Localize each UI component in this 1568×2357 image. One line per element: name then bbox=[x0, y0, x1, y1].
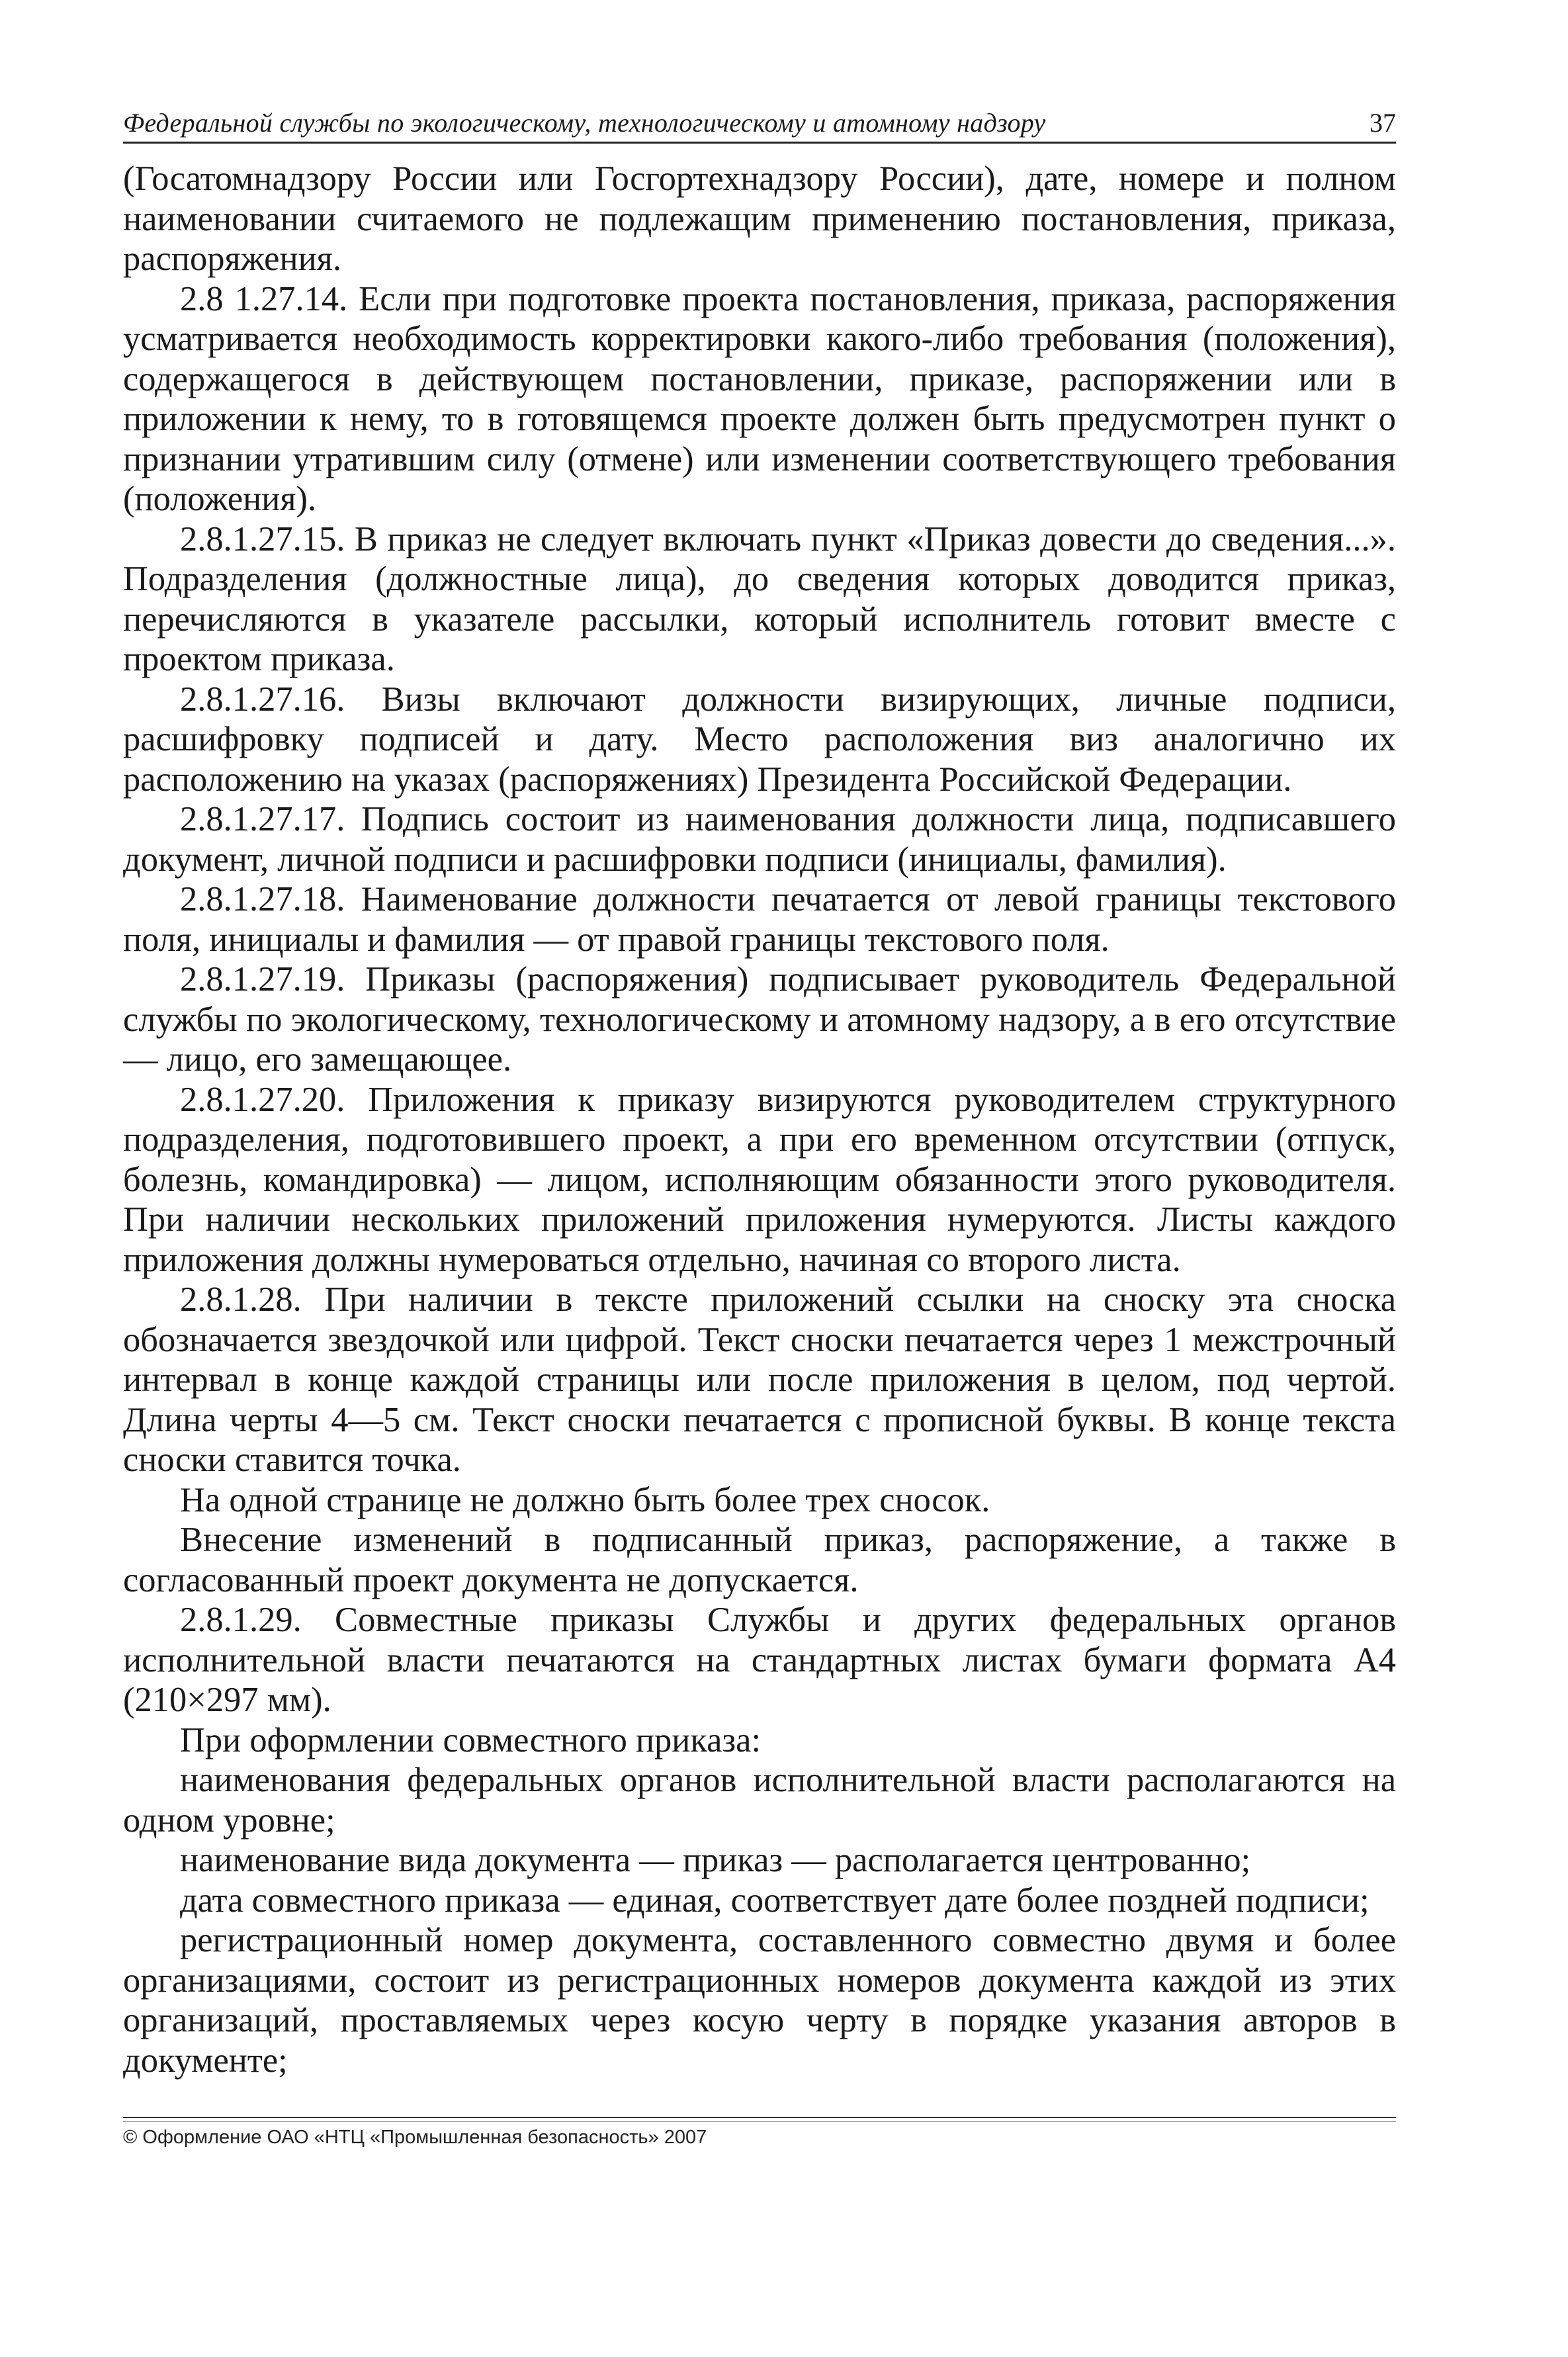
paragraph: (Госатомнадзору России или Госгортехнадзору России), дате, номере и полном наименовании считаемого не подлежащим применению постановления, приказа, распоряжения. bbox=[123, 159, 1396, 278]
paragraph: При оформлении совместного приказа: bbox=[180, 1720, 762, 1759]
body-text bbox=[123, 159, 1396, 2080]
page-number: 37 bbox=[1370, 108, 1396, 138]
paragraph: 2.8.1.27.15. В приказ не следует включать пункт «Приказ довести до сведения...». Подразделения (должностные лица), до сведения которых доводится приказ, перечисляются в указателе рассылки, который исполнитель готовит вместе с проектом приказа. bbox=[123, 519, 1396, 678]
paragraph: 2.8.1.29. Совместные приказы Службы и других федеральных органов исполнительной власти печатаются на стандартных листах бумаги формата А4 (210×297 мм). bbox=[123, 1601, 1396, 1719]
paragraph: 2.8.1.28. При наличии в тексте приложений ссылки на сноску эта сноска обозначается звездочкой или цифрой. Текст сноски печатается через 1 межстрочный интервал в конце каждой страницы или после приложения в целом, под чертой. Длина черты 4—5 см. Текст сноски печатается с прописной буквы. В конце текста сноски ставится точка. bbox=[123, 1280, 1396, 1479]
list-item: наименования федеральных органов исполнительной власти располагаются на одном уровне; bbox=[123, 1761, 1396, 1840]
paragraph: На одной странице не должно быть более трех сносок. bbox=[180, 1480, 990, 1519]
list-item: регистрационный номер документа, составленного совместно двумя и более организациями, состоит из регистрационных номеров документа каждой из этих организаций, проставляемых через косую черту в порядке указания авторов в документе; bbox=[123, 1921, 1396, 2080]
copyright-notice: © Оформление ОАО «НТЦ «Промышленная безопасность» 2007 bbox=[123, 2127, 707, 2148]
footer-divider-thin bbox=[123, 2121, 1396, 2122]
footer-divider bbox=[123, 2117, 1396, 2118]
paragraph: 2.8.1.27.18. Наименование должности печатается от левой границы текстового поля, инициалы и фамилия — от правой границы текстового поля. bbox=[123, 880, 1396, 959]
paragraph: Внесение изменений в подписанный приказ, распоряжение, а также в согласованный проект документа не допускается. bbox=[123, 1521, 1396, 1599]
paragraph: 2.8.1.27.19. Приказы (распоряжения) подписывает руководитель Федеральной службы по экологическому, технологическому и атомному надзору, а в его отсутствие — лицо, его замещающее. bbox=[123, 960, 1396, 1079]
running-header bbox=[123, 105, 1396, 144]
list-item: наименование вида документа — приказ — располагается центрованно; bbox=[180, 1841, 1251, 1879]
paragraph: 2.8.1.27.20. Приложения к приказу визируются руководителем структурного подразделения, подготовившего проект, а при его временном отсутствии (отпуск, болезнь, командировка) — лицом, исполняющим обязанности этого руководителя. При наличии нескольких приложений приложения нумеруются. Листы каждого приложения должны нумероваться отдельно, начиная со второго листа. bbox=[123, 1080, 1396, 1279]
paragraph: 2.8.1.27.17. Подпись состоит из наименования должности лица, подписавшего документ, личной подписи и расшифровки подписи (инициалы, фамилия). bbox=[123, 800, 1396, 879]
paragraph: 2.8.1.27.16. Визы включают должности визирующих, личные подписи, расшифровку подписей и дату. Место расположения виз аналогично их расположению на указах (распоряжениях) Президента Российской Федерации. bbox=[123, 680, 1396, 799]
list-item: дата совместного приказа — единая, соответствует дате более поздней подписи; bbox=[180, 1881, 1370, 1920]
paragraph: 2.8 1.27.14. Если при подготовке проекта постановления, приказа, распоряжения усматривается необходимость корректировки какого-либо требования (положения), содержащегося в действующем постановлении, приказе, распоряжении или в приложении к нему, то в готовящемся проекте должен быть предусмотрен пункт о признании утратившим силу (отмене) или изменении соответствующего требования (положения). bbox=[123, 279, 1396, 518]
running-title: Федеральной службы по экологическому, технологическому и атомному надзору bbox=[123, 108, 1046, 138]
